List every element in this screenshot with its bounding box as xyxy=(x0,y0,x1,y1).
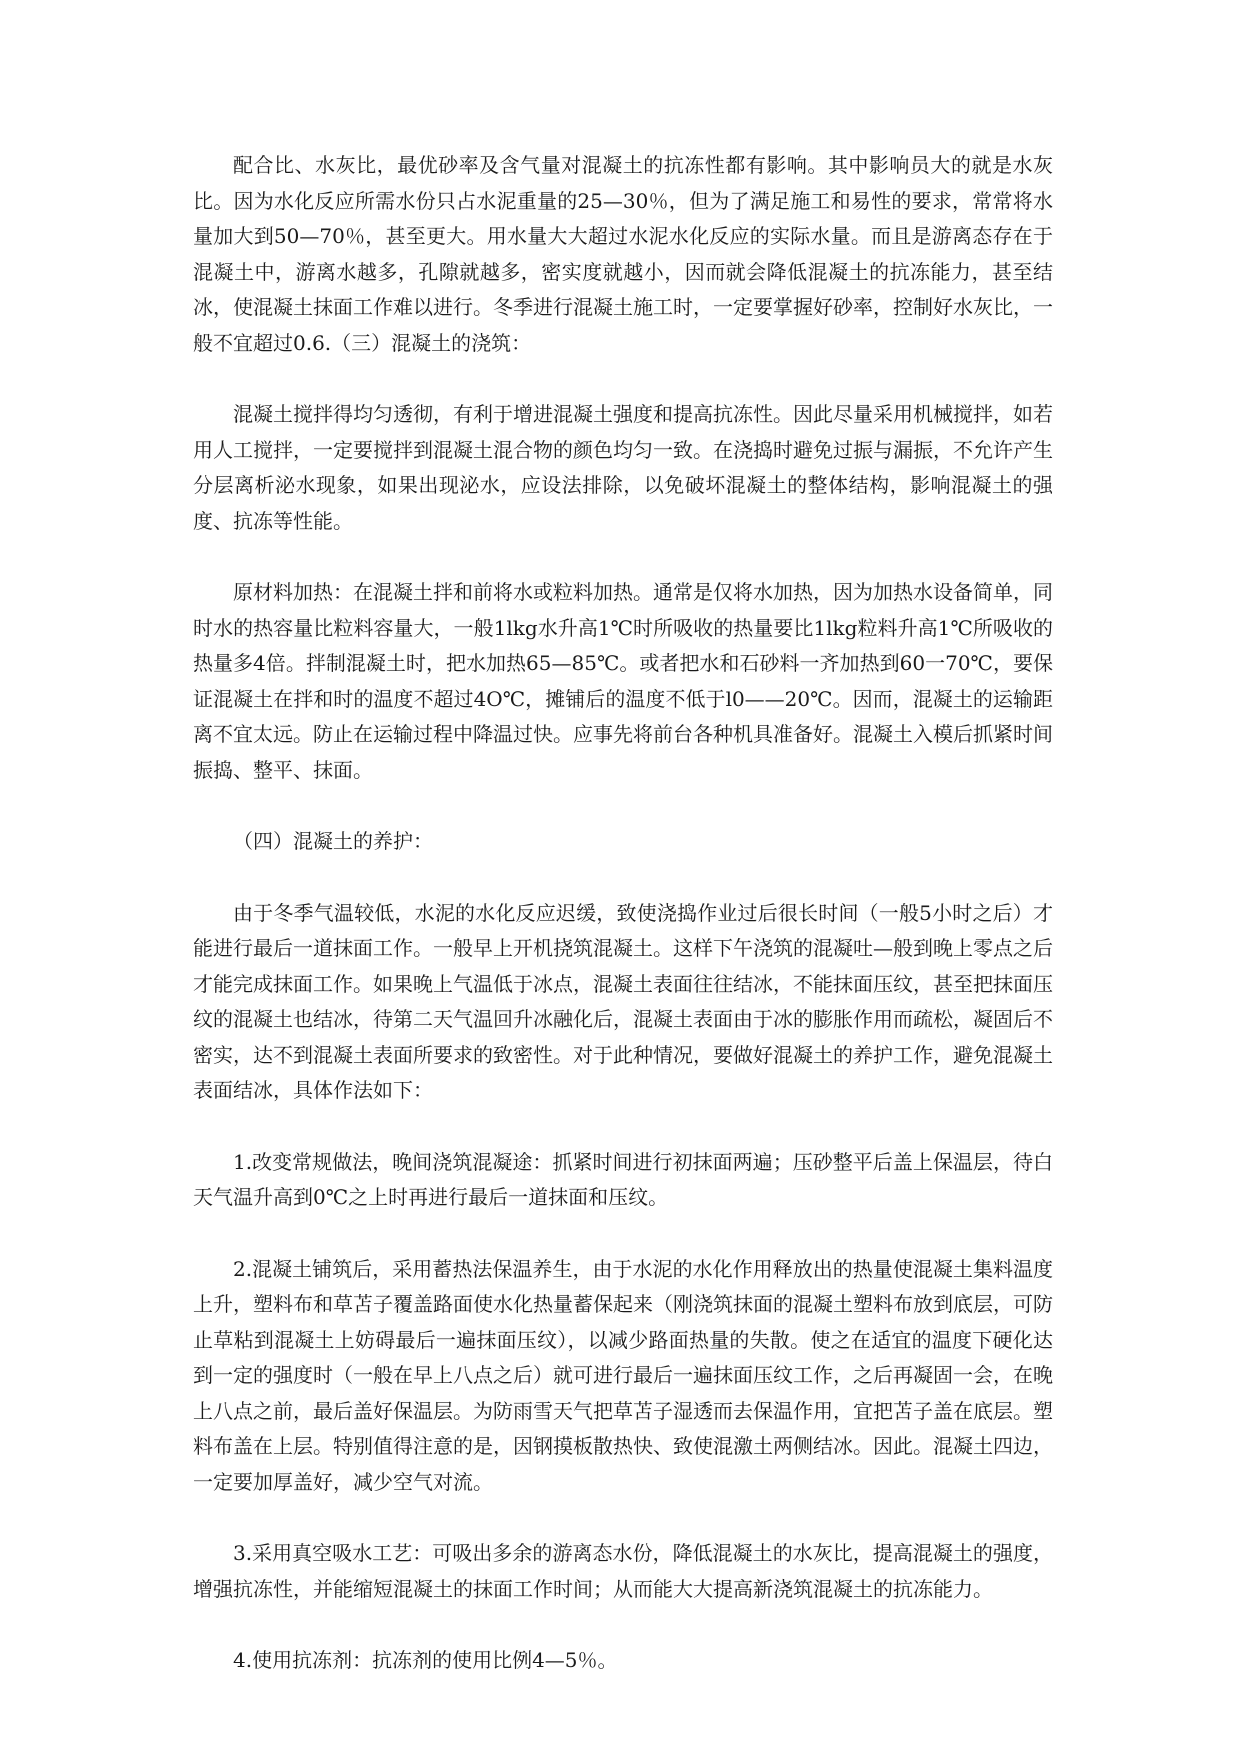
list-item-2: 2.混凝土铺筑后，采用蓄热法保温养生，由于水泥的水化作用释放出的热量使混凝土集料温度上升，塑料布和草苫子覆盖路面使水化热量蓄保起来（刚浇筑抹面的混凝土塑料布放到底层，可防止草粘到混凝土上妨碍最后一遍抹面压纹），以减少路面热量的失散。使之在适宜的温度下硬化达到一定的强度时（一般在早上八点之后）就可进行最后一遍抹面压纹工作，之后再凝固一会，在晚上八点之前，最后盖好保温层。为防雨雪天气把草苫子湿透而去保温作用，宜把苫子盖在底层。塑料布盖在上层。特别值得注意的是，因钢摸板散热快、致使混激土两侧结冰。因此。混凝土四边，一定要加厚盖好，减少空气对流。 xyxy=(193,1256,1053,1494)
paragraph-heating: 原材料加热：在混凝土拌和前将水或粒料加热。通常是仅将水加热，因为加热水设备简单，同时水的热容量比粒料容量大，一般1lkg水升高1℃时所吸收的热量要比1lkg粒料升高1℃所吸收的热量多4倍。拌制混凝土时，把水加热65—85℃。或者把水和石砂料一齐加热到60一70℃，要保证混凝土在拌和时的温度不超过4O℃，摊铺后的温度不低于l0——20℃。因而，混凝土的运输距离不宜太远。防止在运输过程中降温过快。应事先将前台各种机具准备好。混凝土入模后抓紧时间振捣、整平、抹面。 xyxy=(193,580,1053,782)
list-item-1: 1.改变常规做法，晚间浇筑混凝途：抓紧时间进行初抹面两遍；压砂整平后盖上保温层，待白天气温升高到0℃之上时再进行最后一道抹面和压纹。 xyxy=(193,1149,1053,1209)
paragraph-mixing: 混凝土搅拌得均匀透彻，有利于增进混凝土强度和提高抗冻性。因此尽量采用机械搅拌，如若用人工搅拌，一定要搅拌到混凝土混合物的颜色均匀一致。在浇捣时避免过振与漏振，不允许产生分层离析泌水现象，如果出现泌水，应设法排除，以免破坏混凝土的整体结构，影响混凝土的强度、抗冻等性能。 xyxy=(193,402,1053,533)
section-heading-curing: （四）混凝土的养护： xyxy=(233,829,433,853)
paragraph-curing-intro: 由于冬季气温较低，水泥的水化反应迟缓，致使浇捣作业过后很长时间（一般5小时之后）才能进行最后一道抹面工作。一般早上开机挠筑混凝土。这样下午浇筑的混凝吐—般到晚上零点之后才能完成抹面工作。如果晚上气温低于冰点，混凝土表面往往结冰，不能抹面压纹，甚至把抹面压纹的混凝土也结冰，待第二天气温回升冰融化后，混凝土表面由于冰的膨胀作用而疏松，凝固后不密实，达不到混凝土表面所要求的致密性。对于此种情况，要做好混凝土的养护工作，避免混凝土表面结冰，具体作法如下： xyxy=(193,900,1053,1102)
paragraph-mix-ratio: 配合比、水灰比，最优砂率及含气量对混凝土的抗冻性都有影响。其中影响员大的就是水灰比。因为水化反应所需水份只占水泥重量的25—30％，但为了满足施工和易性的要求，常常将水量加大到50—70％，甚至更大。用水量大大超过水泥水化反应的实际水量。而且是游离态存在于混凝土中，游离水越多，孔隙就越多，密实度就越小，因而就会降低混凝土的抗冻能力，甚至结冰，使混凝土抹面工作难以进行。冬季进行混凝土施工时，一定要掌握好砂率，控制好水灰比，一般不宜超过0.6.（三）混凝土的浇筑： xyxy=(193,153,1053,355)
list-item-3: 3.采用真空吸水工艺：可吸出多余的游离态水份，降低混凝土的水灰比，提高混凝土的强度，增强抗冻性，并能缩短混凝土的抹面工作时间；从而能大大提高新浇筑混凝土的抗冻能力。 xyxy=(193,1541,1053,1601)
list-item-4: 4.使用抗冻剂：抗冻剂的使用比例4—5％。 xyxy=(233,1648,618,1672)
document-body xyxy=(193,148,1053,1715)
